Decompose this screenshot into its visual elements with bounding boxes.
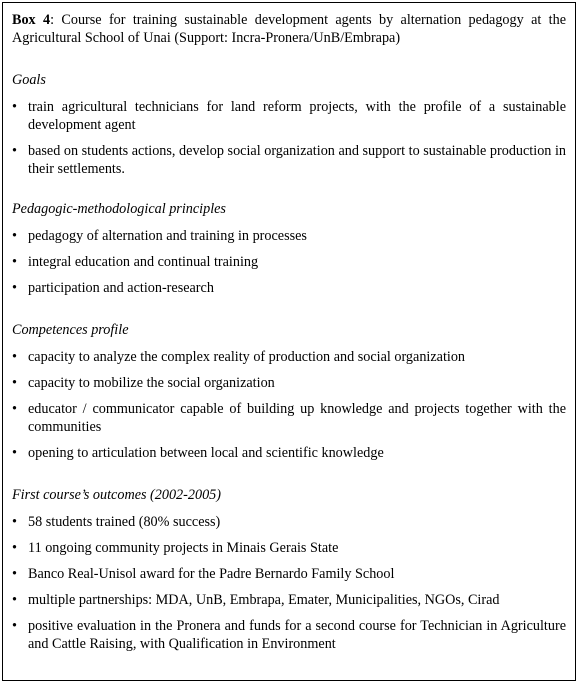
list-item: [12, 539, 566, 557]
bullet-icon: •: [12, 228, 17, 244]
list-item: [12, 374, 566, 392]
section-heading: Competences profile: [12, 322, 129, 338]
list-item-text: pedagogy of alternation and training in processes: [28, 228, 307, 244]
section-outcomes: [12, 486, 566, 653]
list-item-text: opening to articulation between local and scientific knowledge: [28, 445, 384, 461]
bullet-icon: •: [12, 280, 17, 296]
bullet-icon: •: [12, 540, 17, 556]
section-heading: Pedagogic-methodological principles: [12, 201, 226, 217]
list-item-text: based on students actions, develop social organization and support to sustainable production in their settlements.: [28, 143, 566, 177]
list-item-text: capacity to mobilize the social organization: [28, 375, 275, 391]
list-item-text: positive evaluation in the Pronera and funds for a second course for Technician in Agriculture and Cattle Raising, with Qualification in Environment: [28, 618, 566, 652]
list-item-text: Banco Real-Unisol award for the Padre Bernardo Family School: [28, 566, 395, 582]
section-goals: [12, 71, 566, 178]
box-4-panel: [2, 2, 576, 681]
list-item: [12, 565, 566, 583]
list-item-text: multiple partnerships: MDA, UnB, Embrapa, Emater, Municipalities, NGOs, Cirad: [28, 592, 500, 608]
bullet-icon: •: [12, 592, 17, 608]
list-item: [12, 253, 566, 271]
list-item-text: educator / communicator capable of building up knowledge and projects together with the communities: [28, 401, 566, 435]
list-item: [12, 591, 566, 609]
list-item-text: 58 students trained (80% success): [28, 514, 221, 530]
list-item: [12, 617, 566, 653]
section-principles: [12, 200, 566, 297]
list-item: [12, 513, 566, 531]
list-item: [12, 227, 566, 245]
list-item-text: integral education and continual training: [28, 254, 259, 270]
list-item: [12, 400, 566, 436]
list-item-text: train agricultural technicians for land reform projects, with the profile of a sustainable development agent: [28, 99, 566, 133]
box-title: [12, 11, 566, 47]
bullet-icon: •: [12, 254, 17, 270]
box-title-text: : Course for training sustainable development agents by alternation pedagogy at the Agricultural School of Unai (Support: Incra-Pronera/UnB/Embrapa): [12, 12, 566, 46]
list-item: [12, 444, 566, 462]
list-item-text: capacity to analyze the complex reality of production and social organization: [28, 349, 466, 365]
list-item-text: 11 ongoing community projects in Minais Gerais State: [28, 540, 339, 556]
list-item: [12, 98, 566, 134]
bullet-icon: •: [12, 143, 17, 159]
list-item-text: participation and action-research: [28, 280, 214, 296]
list-item: [12, 142, 566, 178]
bullet-icon: •: [12, 349, 17, 365]
bullet-icon: •: [12, 99, 17, 115]
bullet-icon: •: [12, 375, 17, 391]
box-label: Box 4: [12, 12, 51, 28]
section-competences: [12, 321, 566, 462]
bullet-icon: •: [12, 401, 17, 417]
bullet-icon: •: [12, 566, 17, 582]
section-heading: Goals: [12, 72, 46, 88]
list-item: [12, 279, 566, 297]
bullet-icon: •: [12, 618, 17, 634]
list-item: [12, 348, 566, 366]
bullet-icon: •: [12, 514, 17, 530]
bullet-icon: •: [12, 445, 17, 461]
section-heading: First course’s outcomes (2002-2005): [12, 487, 221, 503]
